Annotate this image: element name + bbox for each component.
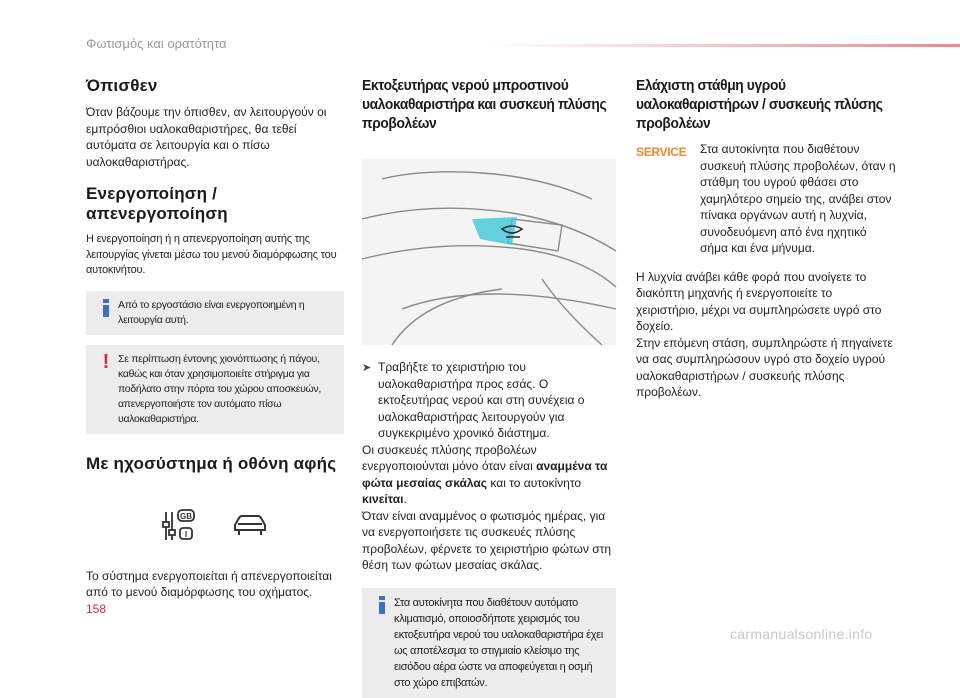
header-accent-bar (490, 44, 960, 47)
watermark: carmanualsonline.info (730, 626, 873, 642)
car-icon (230, 506, 270, 546)
column-left (86, 76, 344, 601)
warning-icon: ! (102, 350, 110, 373)
lamp-lights-text: Η λυχνία ανάβει κάθε φορά που ανοίγετε το διακόπτη μηχανής ή ενεργοποιείτε το χειριστήριο, μέχρι να συμπληρώσετε υγρό στο δοχείο. (636, 269, 882, 333)
headlamp-washer-conditions (362, 442, 616, 508)
touchscreen-body: Το σύστημα ενεργοποιείται ή απενεργοποιείται από το μενού διαμόρφωσης του οχήματος. (86, 568, 332, 599)
conditions-text-2: και το αυτοκίνητο (487, 475, 582, 490)
refill-text: Στην επόμενη στάση, συμπληρώστε ή πηγαίνετε να σας συμπληρώσουν υγρό στο δοχείο υγρού υαλοκαθαριστήρων / συσκευής πλύσης προβολέων. (636, 335, 893, 399)
column-right (636, 76, 896, 401)
warning-note-text: Σε περίπτωση έντονης χιονόπτωσης ή πάγου, καθώς και όταν χρησιμοποιείτε στήριγμα για ποδήλατο στην πόρτα του χώρου αποσκευών, απενεργοποιήστε τον αυτόματο πίσω υαλοκαθαριστήρα. (118, 352, 321, 425)
icon-i-label: I (184, 529, 188, 539)
section-title-reverse: Όπισθεν (86, 76, 158, 95)
conditions-text-1: Οι συσκευές πλύσης προβολέων ενεργοποιούνται μόνο όταν είναι (362, 442, 537, 473)
aircon-note-text: Στα αυτοκίνητα που διαθέτουν αυτόματο κλιματισμό, οποιοσδήποτε χειρισμός του εκτοξευτήρα νερού του υαλοκαθαριστήρα έχει ως αποτέλεσμα το στιγμιαίο κλείσιμο της εισόδου αέρα ώστε να αποφεύγεται η οσμή στο χώρο επιβατών. (394, 596, 604, 689)
warning-note (86, 345, 344, 434)
icon-gb-label: GB (180, 511, 192, 521)
reverse-body: Όταν βάζουμε την όπισθεν, αν λειτουργούν οι εμπρόσθιοι υαλοκαθαριστήρες, θα τεθεί αυτόματα σε λειτουργία και ο πίσω υαλοκαθαριστήρας. (86, 105, 327, 169)
bullet-pull-stalk (362, 359, 616, 442)
car-front-illustration (362, 159, 616, 345)
page-number: 158 (86, 602, 107, 616)
service-warning-lamp-icon: SERVICE (636, 145, 687, 159)
section-title-touchscreen: Με ηχοσύστημα ή οθόνη αφής (86, 453, 337, 473)
info-icon (103, 299, 109, 315)
info-note-aircon (362, 588, 616, 698)
conditions-bold-dipped-beam: αναμμένα τα φώτα μεσαίας σκάλας (362, 459, 608, 490)
column-middle (362, 76, 616, 698)
settings-sliders-icon (160, 506, 200, 546)
info-note-default (86, 291, 344, 335)
activation-body: Η ενεργοποίηση ή η απενεργοποίηση αυτής της λειτουργίας γίνεται μέσω του μενού διαμόρφωσης του αυτοκινήτου. (86, 233, 337, 276)
section-title-windscreen-washer: Εκτοξευτήρας νερού μπροστινού υαλοκαθαριστήρα και συσκευή πλύσης προβολέων (362, 77, 607, 132)
car-front-washer-icon (362, 159, 616, 345)
service-warning-row (636, 141, 896, 257)
settings-icons-row (86, 506, 344, 546)
bullet-text: Τραβήξτε το χειριστήριο του υαλοκαθαριστήρα προς εσάς. Ο εκτοξευτήρας νερού και στη συνέχεια ο υαλοκαθαριστήρας λειτουργούν για συγκεκριμένο χρονικό διάστημα. (378, 360, 585, 440)
section-title-activation: Ενεργοποίηση / απενεργοποίηση (86, 184, 228, 223)
conditions-bold-moving: κινείται (362, 492, 404, 506)
section-title-min-fluid-level: Ελάχιστη στάθμη υγρού υαλοκαθαριστήρων / συσκευής πλύσης προβολέων (636, 77, 883, 132)
service-warning-text: Στα αυτοκίνητα που διαθέτουν συσκευή πλύσης προβολέων, όταν η στάθμη του υγρού φθάσει στο χαμηλότερο σημείο της, ανάβει στον πίνακα οργάνων αυτή η λυχνία, συνοδευόμενη από ένα ηχητικό σήμα και ένα μήνυμα. (700, 142, 896, 255)
conditions-text-3: . (403, 492, 407, 506)
running-header: Φωτισμός και ορατότητα (86, 36, 227, 51)
info-icon (379, 596, 385, 612)
info-note-text: Από το εργοστάσιο είναι ενεργοποιημένη η λειτουργία αυτή. (118, 298, 305, 326)
daytime-lights-text: Όταν είναι αναμμένος ο φωτισμός ημέρας, για να ενεργοποιήσετε τις συσκευές πλύσης προβολέων, φέρνετε το χειριστήριο φώτων στη θέση των φώτων μεσαίας σκάλας. (362, 508, 612, 572)
arrow-icon: ➤ (362, 362, 372, 374)
